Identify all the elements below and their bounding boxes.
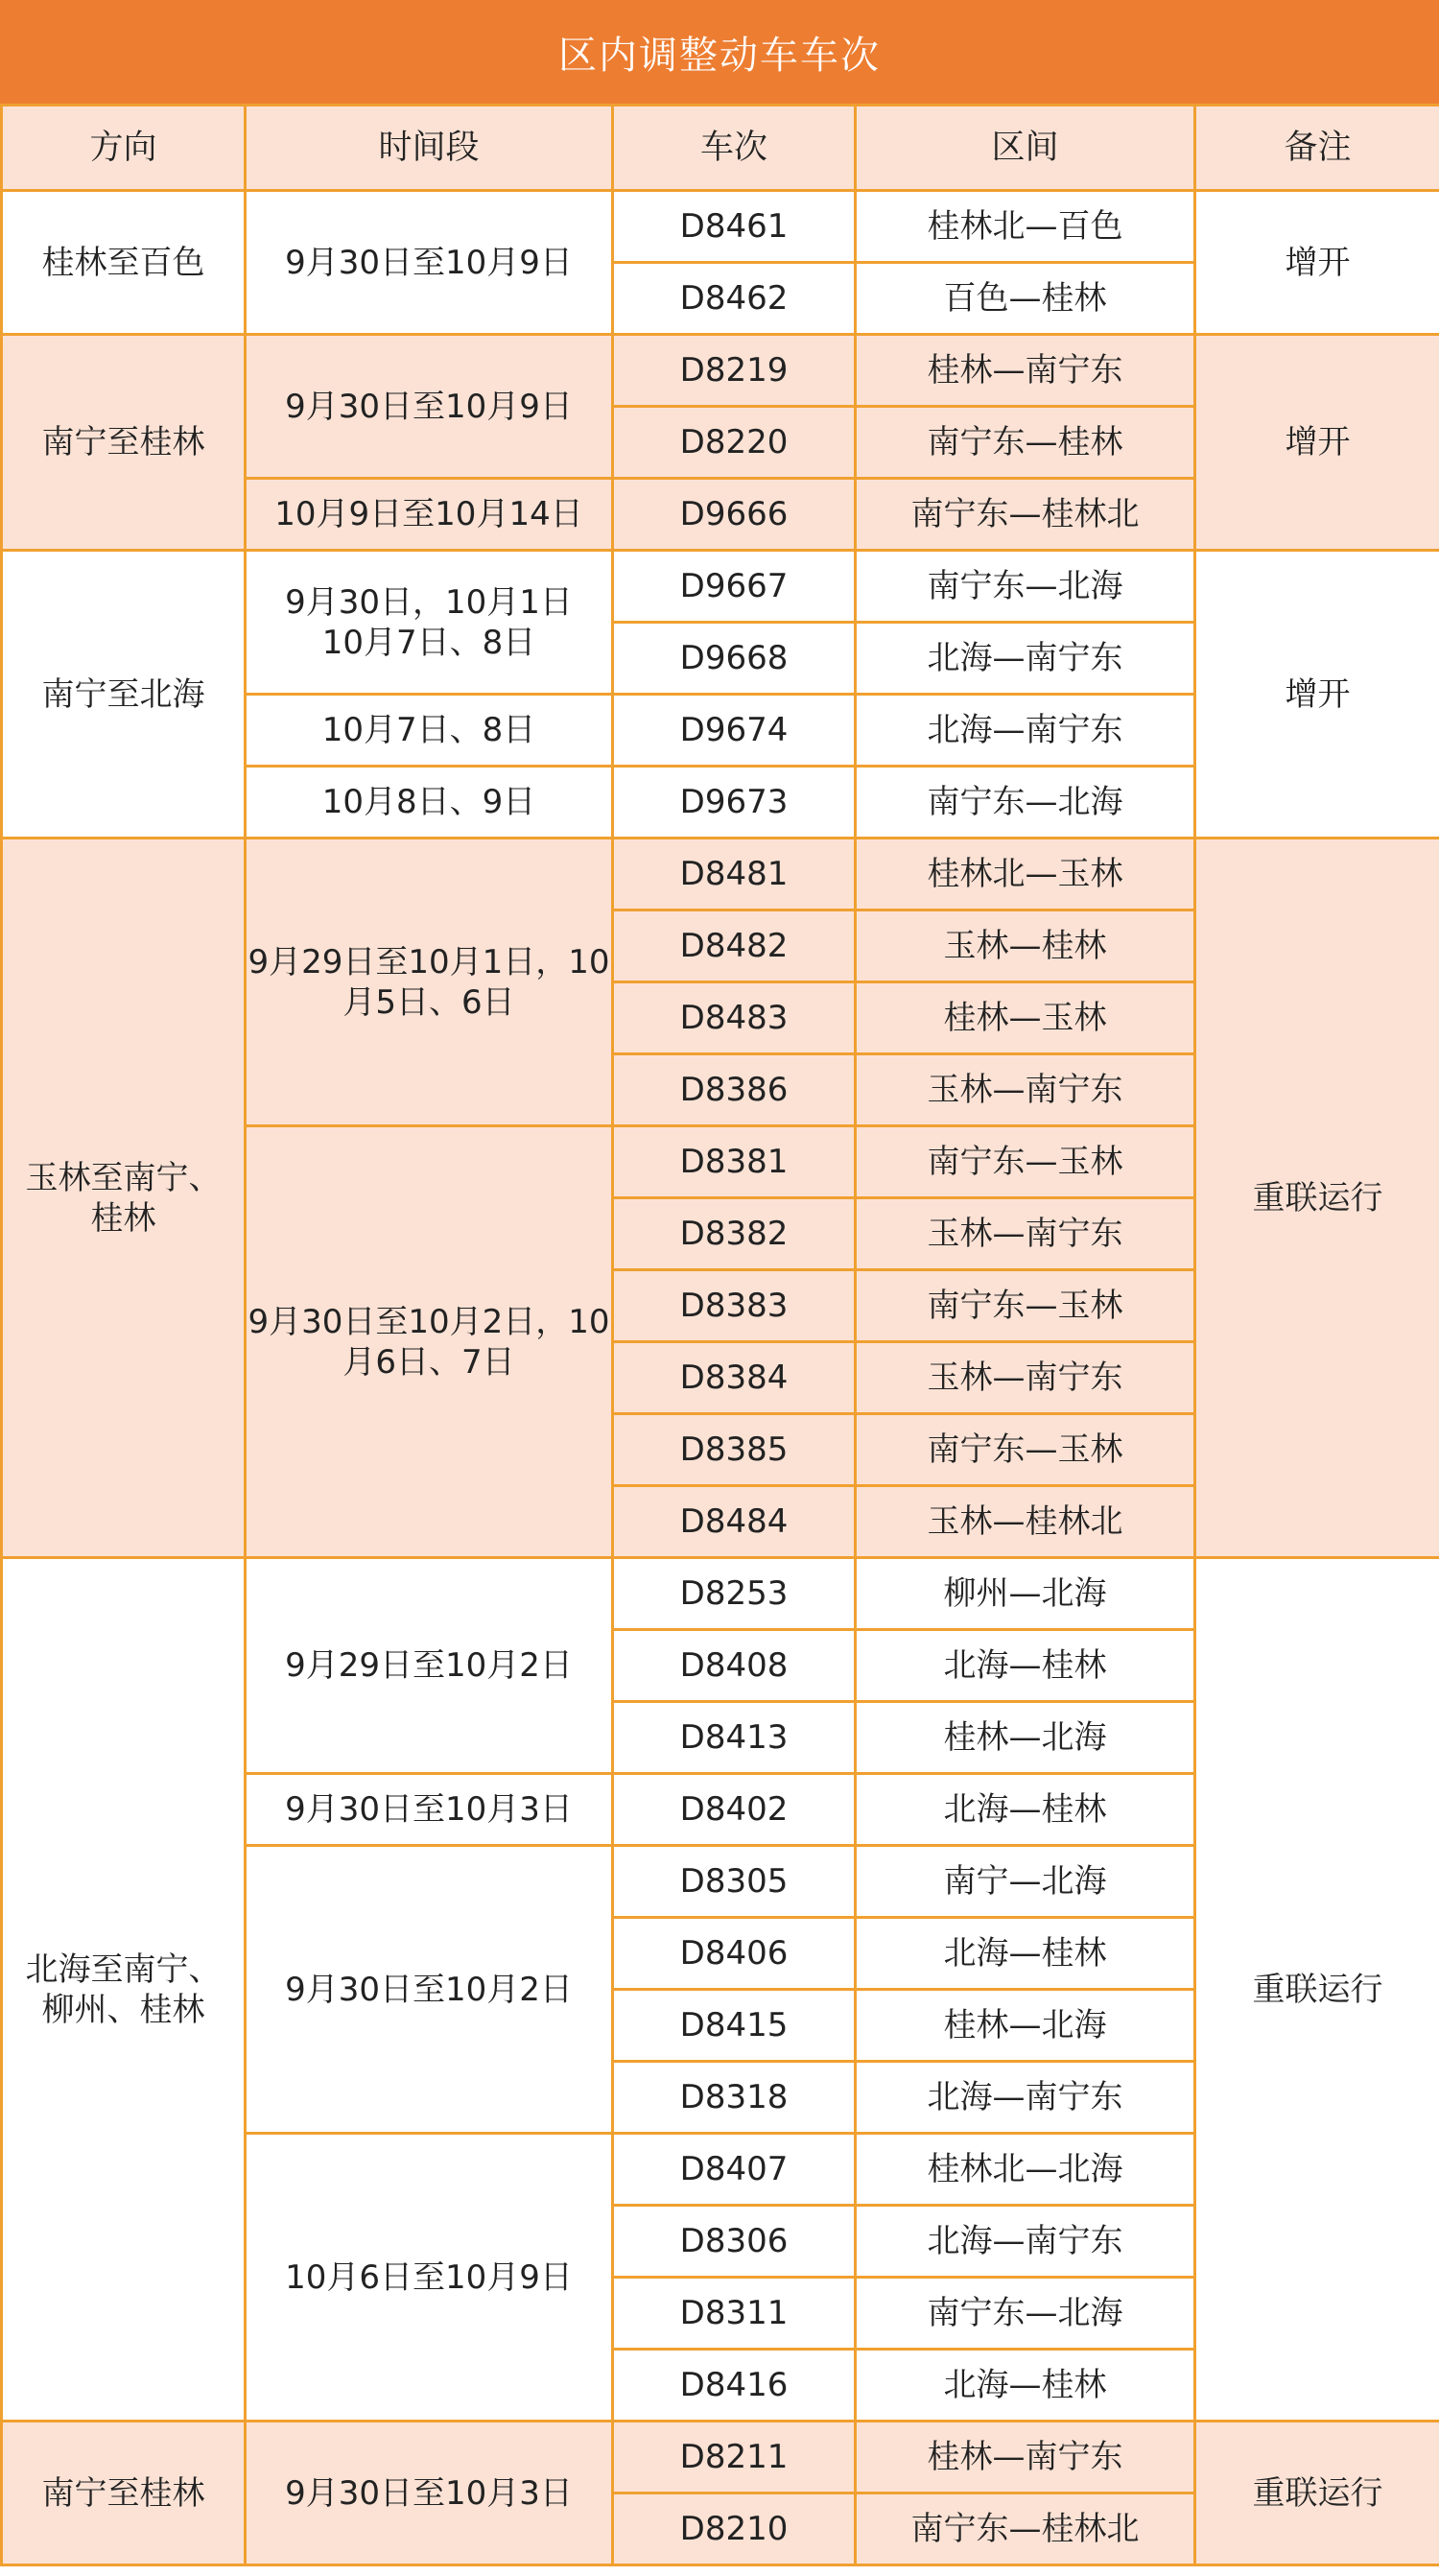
period-line: 月6日、7日 [342, 1342, 515, 1382]
period-cell: 10月9日至10月14日 [246, 479, 613, 551]
note-cell: 重联运行 [1195, 1558, 1439, 2422]
train-code: D8386 [613, 1054, 856, 1126]
train-code: D8385 [613, 1414, 856, 1486]
table-row [2, 2422, 1439, 2493]
route-cell: 玉林—南宁东 [856, 1054, 1195, 1126]
train-code: D8220 [613, 407, 856, 479]
route-cell: 北海—桂林 [856, 1774, 1195, 1846]
route-cell: 桂林—南宁东 [856, 335, 1195, 407]
table-row [2, 551, 1439, 623]
route-cell: 北海—南宁东 [856, 695, 1195, 767]
train-code: D8219 [613, 335, 856, 407]
train-code: D8382 [613, 1198, 856, 1270]
route-cell: 南宁—北海 [856, 1846, 1195, 1918]
direction-cell: 桂林至百色 [2, 191, 246, 335]
route-cell: 南宁东—玉林 [856, 1126, 1195, 1198]
train-code: D9666 [613, 479, 856, 551]
period-line: 9月30日至10月2日，10 [248, 1302, 610, 1341]
train-code: D8461 [613, 191, 856, 263]
train-code: D8482 [613, 910, 856, 982]
route-cell: 南宁东—桂林北 [856, 479, 1195, 551]
train-code: D8383 [613, 1270, 856, 1342]
direction-cell [2, 1558, 246, 2422]
route-cell: 桂林北—玉林 [856, 839, 1195, 910]
header-period: 时间段 [246, 106, 613, 191]
period-cell: 9月30日至10月3日 [246, 1774, 613, 1846]
train-code: D9673 [613, 767, 856, 839]
period-cell: 9月30日至10月9日 [246, 191, 613, 335]
train-code: D8305 [613, 1846, 856, 1918]
train-code: D8306 [613, 2206, 856, 2278]
route-cell: 北海—南宁东 [856, 2062, 1195, 2134]
train-code: D9667 [613, 551, 856, 623]
train-code: D8311 [613, 2278, 856, 2350]
route-cell: 桂林—玉林 [856, 982, 1195, 1054]
route-cell: 北海—桂林 [856, 1630, 1195, 1702]
train-code: D8481 [613, 839, 856, 910]
table-title: 区内调整动车车次 [0, 0, 1439, 104]
route-cell: 桂林—南宁东 [856, 2422, 1195, 2493]
note-cell: 增开 [1195, 551, 1439, 839]
train-code: D8407 [613, 2134, 856, 2206]
train-code: D8484 [613, 1486, 856, 1558]
direction-line: 玉林至南宁、 [25, 1158, 222, 1197]
train-code: D8381 [613, 1126, 856, 1198]
train-code: D8416 [613, 2350, 856, 2422]
train-schedule-table [0, 104, 1439, 2566]
train-code: D8210 [613, 2493, 856, 2565]
header-train: 车次 [613, 106, 856, 191]
header-note: 备注 [1195, 106, 1439, 191]
direction-line: 桂林 [90, 1198, 156, 1238]
route-cell: 北海—南宁东 [856, 623, 1195, 695]
period-cell: 9月30日至10月9日 [246, 335, 613, 479]
header-route: 区间 [856, 106, 1195, 191]
route-cell: 玉林—桂林北 [856, 1486, 1195, 1558]
route-cell: 玉林—南宁东 [856, 1198, 1195, 1270]
train-code: D8415 [613, 1990, 856, 2062]
note-cell: 重联运行 [1195, 2422, 1439, 2565]
train-code: D9674 [613, 695, 856, 767]
train-code: D8406 [613, 1918, 856, 1990]
group-guilin-baise [2, 191, 1439, 335]
route-cell: 玉林—南宁东 [856, 1342, 1195, 1414]
period-cell [246, 1126, 613, 1558]
note-cell: 重联运行 [1195, 839, 1439, 1558]
period-cell: 9月30日至10月2日 [246, 1846, 613, 2134]
direction-line: 北海至南宁、 [25, 1950, 222, 1989]
group-beihai-nanning-liuzhou-guilin [2, 1558, 1439, 2422]
route-cell: 北海—南宁东 [856, 2206, 1195, 2278]
period-cell [246, 839, 613, 1126]
route-cell: 桂林北—百色 [856, 191, 1195, 263]
route-cell: 桂林北—北海 [856, 2134, 1195, 2206]
period-cell: 9月29日至10月2日 [246, 1558, 613, 1774]
note-cell: 增开 [1195, 191, 1439, 335]
period-cell: 9月30日至10月3日 [246, 2422, 613, 2565]
route-cell: 百色—桂林 [856, 263, 1195, 335]
train-code: D8408 [613, 1630, 856, 1702]
route-cell: 南宁东—北海 [856, 767, 1195, 839]
table-row [2, 191, 1439, 263]
header-direction: 方向 [2, 106, 246, 191]
route-cell: 桂林—北海 [856, 1990, 1195, 2062]
train-code: D8483 [613, 982, 856, 1054]
route-cell: 北海—桂林 [856, 1918, 1195, 1990]
route-cell: 南宁东—玉林 [856, 1414, 1195, 1486]
train-code: D8318 [613, 2062, 856, 2134]
route-cell: 南宁东—桂林北 [856, 2493, 1195, 2565]
period-line: 9月29日至10月1日，10 [248, 942, 610, 981]
period-line: 10月7日、8日 [321, 623, 536, 662]
group-nanning-beihai [2, 551, 1439, 839]
group-yulin-nanning-guilin [2, 839, 1439, 1558]
period-cell: 10月8日、9日 [246, 767, 613, 839]
direction-line: 柳州、桂林 [41, 1990, 205, 2029]
period-cell: 10月6日至10月9日 [246, 2134, 613, 2422]
period-line: 9月30日，10月1日 [285, 582, 573, 622]
train-code: D8384 [613, 1342, 856, 1414]
direction-cell [2, 839, 246, 1558]
header-row [2, 106, 1439, 191]
table-row [2, 335, 1439, 407]
route-cell: 柳州—北海 [856, 1558, 1195, 1630]
note-cell: 增开 [1195, 335, 1439, 551]
period-line: 月5日、6日 [342, 982, 515, 1022]
train-code: D9668 [613, 623, 856, 695]
group-nanning-guilin [2, 335, 1439, 551]
route-cell: 南宁东—玉林 [856, 1270, 1195, 1342]
train-code: D8211 [613, 2422, 856, 2493]
route-cell: 南宁东—北海 [856, 551, 1195, 623]
route-cell: 南宁东—桂林 [856, 407, 1195, 479]
direction-cell: 南宁至北海 [2, 551, 246, 839]
group-nanning-guilin-coupled [2, 2422, 1439, 2565]
direction-cell: 南宁至桂林 [2, 2422, 246, 2565]
train-code: D8253 [613, 1558, 856, 1630]
route-cell: 北海—桂林 [856, 2350, 1195, 2422]
route-cell: 桂林—北海 [856, 1702, 1195, 1774]
train-code: D8413 [613, 1702, 856, 1774]
period-cell [246, 551, 613, 695]
route-cell: 南宁东—北海 [856, 2278, 1195, 2350]
train-code: D8462 [613, 263, 856, 335]
table-row [2, 839, 1439, 910]
route-cell: 玉林—桂林 [856, 910, 1195, 982]
table-row [2, 1558, 1439, 1630]
period-cell: 10月7日、8日 [246, 695, 613, 767]
direction-cell: 南宁至桂林 [2, 335, 246, 551]
train-code: D8402 [613, 1774, 856, 1846]
